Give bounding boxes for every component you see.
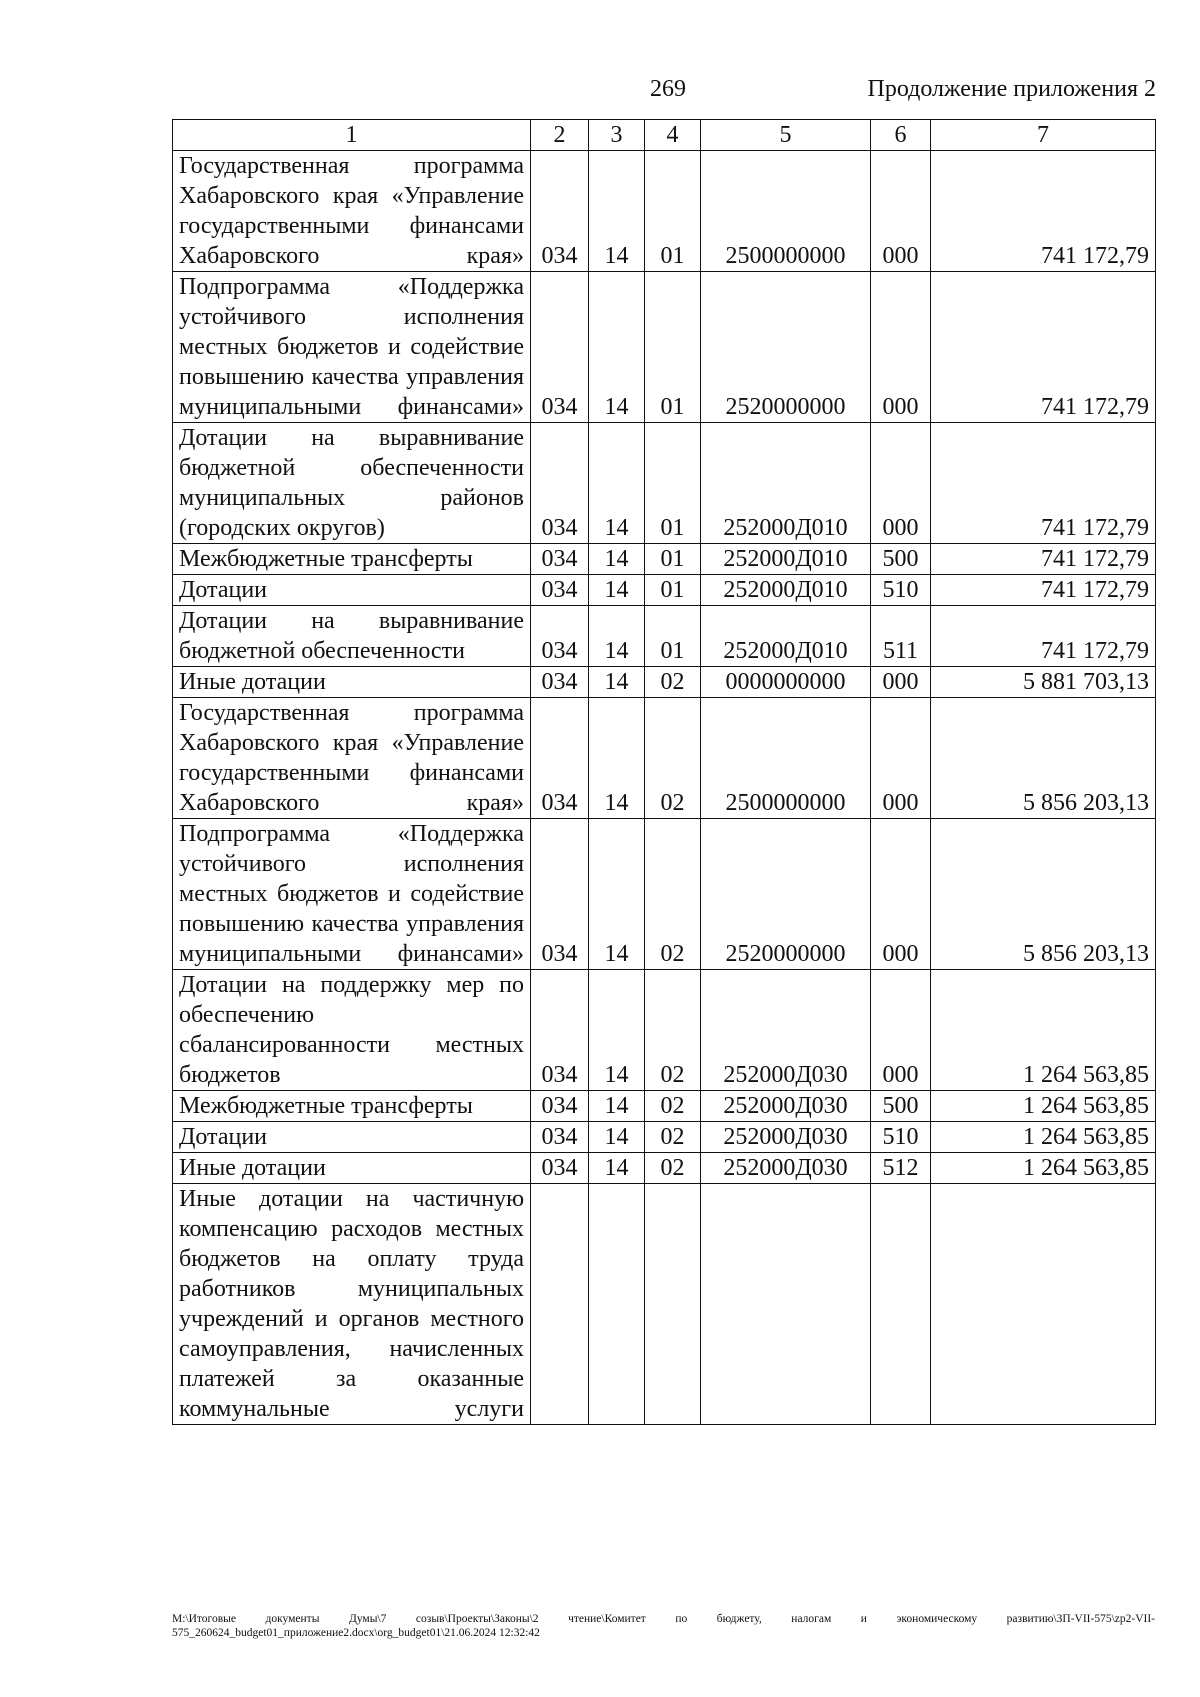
row-name: Подпрограмма «Поддержка устойчивого исполнения местных бюджетов и содействие повышению качества управления муниципальными финансами» xyxy=(173,272,531,423)
amount: 1 264 563,85 xyxy=(931,1153,1156,1184)
amount: 1 264 563,85 xyxy=(931,1091,1156,1122)
expense-type-code: 512 xyxy=(871,1153,931,1184)
subsection-code: 01 xyxy=(645,272,701,423)
target-article-code: 2500000000 xyxy=(701,151,871,272)
row-name: Государственная программа Хабаровского края «Управление государственными финансами Хабаровского края» xyxy=(173,698,531,819)
table-row xyxy=(173,606,1156,667)
section-code: 14 xyxy=(589,606,645,667)
amount: 741 172,79 xyxy=(931,575,1156,606)
expense-type-code: 500 xyxy=(871,544,931,575)
table-row xyxy=(173,272,1156,423)
subsection-code: 02 xyxy=(645,698,701,819)
section-code: 14 xyxy=(589,1153,645,1184)
target-article-code: 252000Д010 xyxy=(701,423,871,544)
target-article-code: 2520000000 xyxy=(701,819,871,970)
subsection-code: 02 xyxy=(645,819,701,970)
amount: 1 264 563,85 xyxy=(931,970,1156,1091)
amount: 5 856 203,13 xyxy=(931,698,1156,819)
expense-type-code: 000 xyxy=(871,667,931,698)
admin-code: 034 xyxy=(531,819,589,970)
admin-code: 034 xyxy=(531,575,589,606)
section-code: 14 xyxy=(589,1122,645,1153)
column-header-6: 6 xyxy=(871,120,931,151)
section-code: 14 xyxy=(589,667,645,698)
table-row xyxy=(173,1153,1156,1184)
table-row xyxy=(173,970,1156,1091)
table-row xyxy=(173,698,1156,819)
subsection-code: 01 xyxy=(645,544,701,575)
row-name: Иные дотации на частичную компенсацию расходов местных бюджетов на оплату труда работников муниципальных учреждений и органов местного самоуправления, начисленных платежей за оказанные коммунальные услуги xyxy=(173,1184,531,1425)
column-header-1: 1 xyxy=(173,120,531,151)
table-row xyxy=(173,151,1156,272)
subsection-code: 01 xyxy=(645,423,701,544)
section-code: 14 xyxy=(589,272,645,423)
expense-type-code: 510 xyxy=(871,1122,931,1153)
table-row xyxy=(173,667,1156,698)
target-article-code: 252000Д030 xyxy=(701,1153,871,1184)
section-code: 14 xyxy=(589,1091,645,1122)
amount: 741 172,79 xyxy=(931,151,1156,272)
column-header-2: 2 xyxy=(531,120,589,151)
header-row xyxy=(173,120,1156,151)
admin-code: 034 xyxy=(531,970,589,1091)
section-code xyxy=(589,1184,645,1425)
row-name: Межбюджетные трансферты xyxy=(173,1091,531,1122)
row-name: Дотации на выравнивание бюджетной обеспеченности xyxy=(173,606,531,667)
subsection-code: 01 xyxy=(645,575,701,606)
row-name: Дотации на поддержку мер по обеспечению сбалансированности местных бюджетов xyxy=(173,970,531,1091)
target-article-code: 252000Д010 xyxy=(701,544,871,575)
subsection-code: 02 xyxy=(645,667,701,698)
target-article-code: 252000Д030 xyxy=(701,970,871,1091)
amount: 5 881 703,13 xyxy=(931,667,1156,698)
expense-type-code: 000 xyxy=(871,698,931,819)
target-article-code: 252000Д030 xyxy=(701,1091,871,1122)
expense-type-code: 000 xyxy=(871,970,931,1091)
row-name: Межбюджетные трансферты xyxy=(173,544,531,575)
amount xyxy=(931,1184,1156,1425)
subsection-code: 02 xyxy=(645,1153,701,1184)
table-row xyxy=(173,544,1156,575)
expense-type-code: 000 xyxy=(871,151,931,272)
amount: 741 172,79 xyxy=(931,272,1156,423)
target-article-code: 252000Д010 xyxy=(701,575,871,606)
target-article-code: 252000Д030 xyxy=(701,1122,871,1153)
appendix-continuation-title: Продолжение приложения 2 xyxy=(867,76,1156,102)
target-article-code: 2500000000 xyxy=(701,698,871,819)
expense-type-code xyxy=(871,1184,931,1425)
admin-code: 034 xyxy=(531,151,589,272)
expense-type-code: 510 xyxy=(871,575,931,606)
table-header xyxy=(173,120,1156,151)
expense-type-code: 000 xyxy=(871,423,931,544)
target-article-code: 2520000000 xyxy=(701,272,871,423)
budget-table xyxy=(172,119,1156,1425)
amount: 741 172,79 xyxy=(931,423,1156,544)
page-number: 269 xyxy=(650,76,686,102)
row-name: Государственная программа Хабаровского края «Управление государственными финансами Хабаровского края» xyxy=(173,151,531,272)
section-code: 14 xyxy=(589,819,645,970)
admin-code: 034 xyxy=(531,698,589,819)
expense-type-code: 511 xyxy=(871,606,931,667)
subsection-code xyxy=(645,1184,701,1425)
admin-code: 034 xyxy=(531,1091,589,1122)
row-name: Подпрограмма «Поддержка устойчивого исполнения местных бюджетов и содействие повышению качества управления муниципальными финансами» xyxy=(173,819,531,970)
expense-type-code: 000 xyxy=(871,819,931,970)
column-header-5: 5 xyxy=(701,120,871,151)
amount: 5 856 203,13 xyxy=(931,819,1156,970)
admin-code: 034 xyxy=(531,544,589,575)
column-header-7: 7 xyxy=(931,120,1156,151)
table-row xyxy=(173,819,1156,970)
target-article-code xyxy=(701,1184,871,1425)
subsection-code: 02 xyxy=(645,1122,701,1153)
subsection-code: 02 xyxy=(645,970,701,1091)
document-file-path: M:\Итоговые документы Думы\7 созыв\Проекты\Законы\2 чтение\Комитет по бюджету, налогам и экономическому развитию\ЗП-VII-575\zp2-VII-575_260624_budget01_приложение2.docx\org_budget01\21.06.2024 12:32:42 xyxy=(172,1613,1155,1639)
expense-type-code: 500 xyxy=(871,1091,931,1122)
admin-code: 034 xyxy=(531,423,589,544)
table-row xyxy=(173,423,1156,544)
expense-type-code: 000 xyxy=(871,272,931,423)
row-name: Иные дотации xyxy=(173,667,531,698)
amount: 741 172,79 xyxy=(931,606,1156,667)
section-code: 14 xyxy=(589,544,645,575)
section-code: 14 xyxy=(589,575,645,606)
amount: 741 172,79 xyxy=(931,544,1156,575)
target-article-code: 252000Д010 xyxy=(701,606,871,667)
row-name: Дотации на выравнивание бюджетной обеспеченности муниципальных районов (городских округов) xyxy=(173,423,531,544)
admin-code: 034 xyxy=(531,1122,589,1153)
target-article-code: 0000000000 xyxy=(701,667,871,698)
table-row xyxy=(173,1184,1156,1425)
section-code: 14 xyxy=(589,151,645,272)
section-code: 14 xyxy=(589,970,645,1091)
table-row xyxy=(173,575,1156,606)
table-row xyxy=(173,1091,1156,1122)
admin-code: 034 xyxy=(531,272,589,423)
admin-code xyxy=(531,1184,589,1425)
row-name: Иные дотации xyxy=(173,1153,531,1184)
admin-code: 034 xyxy=(531,1153,589,1184)
column-header-4: 4 xyxy=(645,120,701,151)
section-code: 14 xyxy=(589,423,645,544)
row-name: Дотации xyxy=(173,1122,531,1153)
table-row xyxy=(173,1122,1156,1153)
row-name: Дотации xyxy=(173,575,531,606)
admin-code: 034 xyxy=(531,667,589,698)
section-code: 14 xyxy=(589,698,645,819)
amount: 1 264 563,85 xyxy=(931,1122,1156,1153)
subsection-code: 02 xyxy=(645,1091,701,1122)
column-header-3: 3 xyxy=(589,120,645,151)
subsection-code: 01 xyxy=(645,151,701,272)
admin-code: 034 xyxy=(531,606,589,667)
subsection-code: 01 xyxy=(645,606,701,667)
